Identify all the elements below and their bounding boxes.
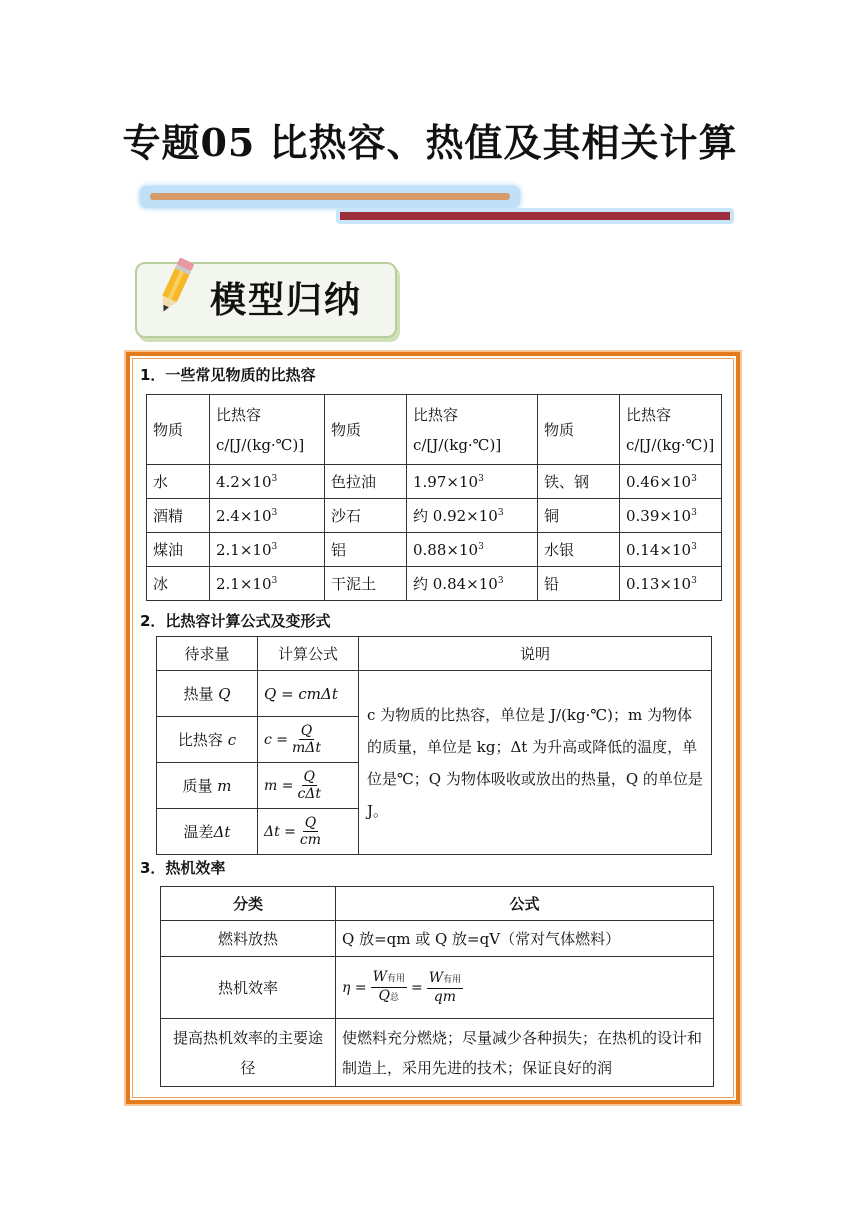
value-cell: 约 $0.84\times 10^3$ xyxy=(407,567,538,601)
table-row xyxy=(147,499,722,533)
table-row xyxy=(161,921,714,957)
quantity-cell: 温差Δt xyxy=(157,809,258,855)
header-specific-heat xyxy=(210,395,325,465)
col-header: 计算公式 xyxy=(258,637,359,671)
header-label: 比热容 xyxy=(413,405,459,424)
quantity-cell: 比热容 c xyxy=(157,717,258,763)
substance-cell: 水 xyxy=(147,465,210,499)
header-specific-heat xyxy=(620,395,722,465)
formula-cell: Q 放=qm 或 Q 放=qV（常对气体燃料） xyxy=(336,921,714,957)
substance-cell: 铁、钢 xyxy=(538,465,620,499)
decorative-bar-orange xyxy=(150,193,510,200)
section1-heading: 1．一些常见物质的比热容 xyxy=(140,366,316,384)
substance-cell: 干泥土 xyxy=(325,567,407,601)
col-header: 公式 xyxy=(336,887,714,921)
header-unit: c/[J/(kg·℃)] xyxy=(216,435,305,454)
substance-cell: 冰 xyxy=(147,567,210,601)
substance-cell: 铜 xyxy=(538,499,620,533)
header-label: 比热容 xyxy=(216,405,262,424)
table-row xyxy=(147,533,722,567)
col-header: 分类 xyxy=(161,887,336,921)
table-header-row xyxy=(147,395,722,465)
category-cell: 提高热机效率的主要途径 xyxy=(161,1019,336,1087)
substance-cell: 煤油 xyxy=(147,533,210,567)
value-cell: $0.88\times 10^3$ xyxy=(407,533,538,567)
decorative-bar-red xyxy=(340,212,730,220)
value-cell: $0.13\times 10^3$ xyxy=(620,567,722,601)
header-substance: 物质 xyxy=(538,395,620,465)
substance-cell: 沙石 xyxy=(325,499,407,533)
value-cell: $0.46\times 10^3$ xyxy=(620,465,722,499)
value-cell: $4.2\times 10^3$ xyxy=(210,465,325,499)
value-cell: $2.4\times 10^3$ xyxy=(210,499,325,533)
table-row xyxy=(147,567,722,601)
formula-cell: Δt = $\frac{Q}{cm}$ xyxy=(258,809,359,855)
header-specific-heat xyxy=(407,395,538,465)
header-unit: c/[J/(kg·℃)] xyxy=(413,435,502,454)
substance-cell: 铝 xyxy=(325,533,407,567)
table-row xyxy=(161,957,714,1019)
header-unit: c/[J/(kg·℃)] xyxy=(626,435,715,454)
col-header: 待求量 xyxy=(157,637,258,671)
value-cell: 约 $0.92\times 10^3$ xyxy=(407,499,538,533)
formula-cell: m = $\frac{Q}{\text{cΔt}}$ xyxy=(258,763,359,809)
formula-cell: η = $\frac{\text{W有用}}{\text{Q总}}$ = $\frac{\text{W有用}}{qm}$ xyxy=(336,957,714,1019)
section3-heading: 3．热机效率 xyxy=(140,859,226,877)
section2-heading: 2．比热容计算公式及变形式 xyxy=(140,612,331,630)
quantity-cell: 质量 m xyxy=(157,763,258,809)
value-cell: $0.14\times 10^3$ xyxy=(620,533,722,567)
quantity-cell: 热量 Q xyxy=(157,671,258,717)
description-cell: 使燃料充分燃烧；尽量减少各种损失；在热机的设计和制造上，采用先进的技术；保证良好的润 xyxy=(336,1019,714,1087)
page-title: 专题05 比热容、热值及其相关计算 xyxy=(122,120,738,165)
substance-cell: 铅 xyxy=(538,567,620,601)
value-cell: $2.1\times 10^3$ xyxy=(210,567,325,601)
pencil-icon xyxy=(150,256,200,318)
substance-cell: 水银 xyxy=(538,533,620,567)
explanation-cell: c 为物质的比热容，单位是 J/(kg·℃)；m 为物体的质量，单位是 kg；Δt 为升高或降低的温度，单位是℃；Q 为物体吸收或放出的热量，Q 的单位是 J。 xyxy=(359,671,712,855)
substance-cell: 酒精 xyxy=(147,499,210,533)
badge-title: 模型归纳 xyxy=(210,280,363,321)
col-header: 说明 xyxy=(359,637,712,671)
formula-cell: c = $\frac{Q}{\text{mΔt}}$ xyxy=(258,717,359,763)
value-cell: $1.97\times 10^3$ xyxy=(407,465,538,499)
table-row xyxy=(147,465,722,499)
table-header-row xyxy=(157,637,712,671)
substance-cell: 色拉油 xyxy=(325,465,407,499)
category-cell: 燃料放热 xyxy=(161,921,336,957)
value-cell: $2.1\times 10^3$ xyxy=(210,533,325,567)
value-cell: $0.39\times 10^3$ xyxy=(620,499,722,533)
efficiency-table xyxy=(160,886,714,1087)
header-label: 比热容 xyxy=(626,405,672,424)
table-header-row xyxy=(161,887,714,921)
header-substance: 物质 xyxy=(147,395,210,465)
header-substance: 物质 xyxy=(325,395,407,465)
formula-cell: Q = cmΔt xyxy=(258,671,359,717)
formula-table xyxy=(156,636,712,855)
table-row xyxy=(157,671,712,717)
specific-heat-table xyxy=(146,394,722,601)
category-cell: 热机效率 xyxy=(161,957,336,1019)
table-row xyxy=(161,1019,714,1087)
